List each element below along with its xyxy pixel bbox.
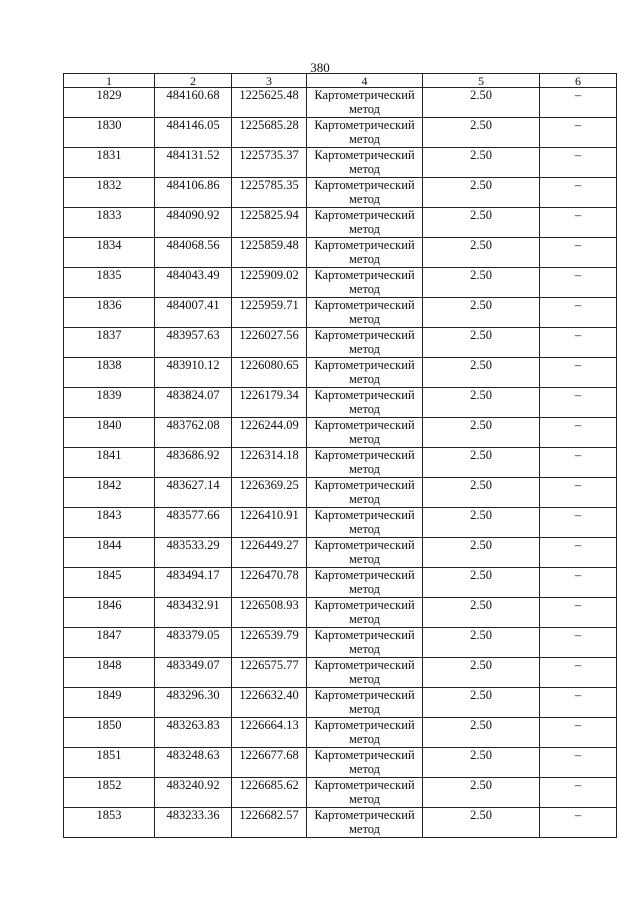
method-cell: Картометрический метод bbox=[307, 568, 423, 598]
table-row bbox=[64, 568, 617, 598]
note-cell: – bbox=[540, 598, 617, 628]
accuracy-cell: 2.50 bbox=[423, 478, 540, 508]
accuracy-cell: 2.50 bbox=[423, 388, 540, 418]
table-row bbox=[64, 268, 617, 298]
point-number-cell: 1836 bbox=[64, 298, 155, 328]
x-coordinate-cell: 483627.14 bbox=[155, 478, 232, 508]
method-cell: Картометрический метод bbox=[307, 268, 423, 298]
table-row bbox=[64, 418, 617, 448]
page-number: 380 bbox=[310, 60, 330, 75]
x-coordinate-cell: 483248.63 bbox=[155, 748, 232, 778]
table-row bbox=[64, 88, 617, 118]
coordinates-table bbox=[63, 73, 617, 838]
method-cell: Картометрический метод bbox=[307, 88, 423, 118]
point-number-cell: 1852 bbox=[64, 778, 155, 808]
method-cell: Картометрический метод bbox=[307, 448, 423, 478]
y-coordinate-cell: 1226575.77 bbox=[232, 658, 307, 688]
point-number-cell: 1829 bbox=[64, 88, 155, 118]
y-coordinate-cell: 1226244.09 bbox=[232, 418, 307, 448]
table-row bbox=[64, 778, 617, 808]
note-cell: – bbox=[540, 88, 617, 118]
accuracy-cell: 2.50 bbox=[423, 298, 540, 328]
table-row bbox=[64, 658, 617, 688]
y-coordinate-cell: 1225859.48 bbox=[232, 238, 307, 268]
y-coordinate-cell: 1226410.91 bbox=[232, 508, 307, 538]
point-number-cell: 1831 bbox=[64, 148, 155, 178]
y-coordinate-cell: 1225625.48 bbox=[232, 88, 307, 118]
table-body bbox=[64, 88, 617, 838]
note-cell: – bbox=[540, 178, 617, 208]
point-number-cell: 1834 bbox=[64, 238, 155, 268]
y-coordinate-cell: 1226027.56 bbox=[232, 328, 307, 358]
method-cell: Картометрический метод bbox=[307, 148, 423, 178]
table-row bbox=[64, 328, 617, 358]
point-number-cell: 1844 bbox=[64, 538, 155, 568]
point-number-cell: 1841 bbox=[64, 448, 155, 478]
method-cell: Картометрический метод bbox=[307, 748, 423, 778]
accuracy-cell: 2.50 bbox=[423, 418, 540, 448]
table-row bbox=[64, 718, 617, 748]
accuracy-cell: 2.50 bbox=[423, 808, 540, 838]
table-row bbox=[64, 478, 617, 508]
method-cell: Картометрический метод bbox=[307, 688, 423, 718]
column-header: 2 bbox=[155, 74, 232, 88]
accuracy-cell: 2.50 bbox=[423, 238, 540, 268]
x-coordinate-cell: 484090.92 bbox=[155, 208, 232, 238]
method-cell: Картометрический метод bbox=[307, 208, 423, 238]
x-coordinate-cell: 483957.63 bbox=[155, 328, 232, 358]
x-coordinate-cell: 483379.05 bbox=[155, 628, 232, 658]
accuracy-cell: 2.50 bbox=[423, 778, 540, 808]
y-coordinate-cell: 1226080.65 bbox=[232, 358, 307, 388]
point-number-cell: 1840 bbox=[64, 418, 155, 448]
point-number-cell: 1839 bbox=[64, 388, 155, 418]
note-cell: – bbox=[540, 268, 617, 298]
accuracy-cell: 2.50 bbox=[423, 358, 540, 388]
table-row bbox=[64, 298, 617, 328]
table-row bbox=[64, 448, 617, 478]
method-cell: Картометрический метод bbox=[307, 598, 423, 628]
point-number-cell: 1838 bbox=[64, 358, 155, 388]
point-number-cell: 1837 bbox=[64, 328, 155, 358]
x-coordinate-cell: 483577.66 bbox=[155, 508, 232, 538]
method-cell: Картометрический метод bbox=[307, 508, 423, 538]
x-coordinate-cell: 483296.30 bbox=[155, 688, 232, 718]
table-row bbox=[64, 808, 617, 838]
note-cell: – bbox=[540, 118, 617, 148]
x-coordinate-cell: 484068.56 bbox=[155, 238, 232, 268]
table-row bbox=[64, 238, 617, 268]
x-coordinate-cell: 483533.29 bbox=[155, 538, 232, 568]
y-coordinate-cell: 1225909.02 bbox=[232, 268, 307, 298]
y-coordinate-cell: 1226539.79 bbox=[232, 628, 307, 658]
accuracy-cell: 2.50 bbox=[423, 628, 540, 658]
accuracy-cell: 2.50 bbox=[423, 328, 540, 358]
table-row bbox=[64, 748, 617, 778]
accuracy-cell: 2.50 bbox=[423, 658, 540, 688]
note-cell: – bbox=[540, 808, 617, 838]
x-coordinate-cell: 483910.12 bbox=[155, 358, 232, 388]
y-coordinate-cell: 1226632.40 bbox=[232, 688, 307, 718]
note-cell: – bbox=[540, 538, 617, 568]
x-coordinate-cell: 484146.05 bbox=[155, 118, 232, 148]
method-cell: Картометрический метод bbox=[307, 178, 423, 208]
method-cell: Картометрический метод bbox=[307, 238, 423, 268]
table-row bbox=[64, 508, 617, 538]
method-cell: Картометрический метод bbox=[307, 808, 423, 838]
accuracy-cell: 2.50 bbox=[423, 688, 540, 718]
accuracy-cell: 2.50 bbox=[423, 208, 540, 238]
y-coordinate-cell: 1226179.34 bbox=[232, 388, 307, 418]
x-coordinate-cell: 483762.08 bbox=[155, 418, 232, 448]
y-coordinate-cell: 1225785.35 bbox=[232, 178, 307, 208]
y-coordinate-cell: 1226508.93 bbox=[232, 598, 307, 628]
point-number-cell: 1845 bbox=[64, 568, 155, 598]
point-number-cell: 1846 bbox=[64, 598, 155, 628]
note-cell: – bbox=[540, 358, 617, 388]
note-cell: – bbox=[540, 298, 617, 328]
point-number-cell: 1835 bbox=[64, 268, 155, 298]
note-cell: – bbox=[540, 208, 617, 238]
table-row bbox=[64, 628, 617, 658]
y-coordinate-cell: 1226682.57 bbox=[232, 808, 307, 838]
table-row bbox=[64, 208, 617, 238]
x-coordinate-cell: 484131.52 bbox=[155, 148, 232, 178]
method-cell: Картометрический метод bbox=[307, 388, 423, 418]
x-coordinate-cell: 484007.41 bbox=[155, 298, 232, 328]
table-row bbox=[64, 148, 617, 178]
accuracy-cell: 2.50 bbox=[423, 598, 540, 628]
accuracy-cell: 2.50 bbox=[423, 748, 540, 778]
column-header: 1 bbox=[64, 74, 155, 88]
note-cell: – bbox=[540, 388, 617, 418]
x-coordinate-cell: 484043.49 bbox=[155, 268, 232, 298]
column-header: 4 bbox=[307, 74, 423, 88]
note-cell: – bbox=[540, 448, 617, 478]
point-number-cell: 1849 bbox=[64, 688, 155, 718]
x-coordinate-cell: 483240.92 bbox=[155, 778, 232, 808]
note-cell: – bbox=[540, 628, 617, 658]
x-coordinate-cell: 483233.36 bbox=[155, 808, 232, 838]
table-row bbox=[64, 178, 617, 208]
y-coordinate-cell: 1226369.25 bbox=[232, 478, 307, 508]
note-cell: – bbox=[540, 778, 617, 808]
method-cell: Картометрический метод bbox=[307, 538, 423, 568]
column-header: 5 bbox=[423, 74, 540, 88]
note-cell: – bbox=[540, 328, 617, 358]
accuracy-cell: 2.50 bbox=[423, 118, 540, 148]
method-cell: Картометрический метод bbox=[307, 328, 423, 358]
accuracy-cell: 2.50 bbox=[423, 448, 540, 478]
method-cell: Картометрический метод bbox=[307, 118, 423, 148]
x-coordinate-cell: 483494.17 bbox=[155, 568, 232, 598]
y-coordinate-cell: 1226314.18 bbox=[232, 448, 307, 478]
point-number-cell: 1847 bbox=[64, 628, 155, 658]
x-coordinate-cell: 483824.07 bbox=[155, 388, 232, 418]
note-cell: – bbox=[540, 418, 617, 448]
y-coordinate-cell: 1226685.62 bbox=[232, 778, 307, 808]
accuracy-cell: 2.50 bbox=[423, 538, 540, 568]
method-cell: Картометрический метод bbox=[307, 658, 423, 688]
point-number-cell: 1832 bbox=[64, 178, 155, 208]
y-coordinate-cell: 1225959.71 bbox=[232, 298, 307, 328]
y-coordinate-cell: 1226449.27 bbox=[232, 538, 307, 568]
y-coordinate-cell: 1226677.68 bbox=[232, 748, 307, 778]
y-coordinate-cell: 1225735.37 bbox=[232, 148, 307, 178]
method-cell: Картометрический метод bbox=[307, 358, 423, 388]
note-cell: – bbox=[540, 718, 617, 748]
accuracy-cell: 2.50 bbox=[423, 718, 540, 748]
x-coordinate-cell: 483349.07 bbox=[155, 658, 232, 688]
column-header: 6 bbox=[540, 74, 617, 88]
y-coordinate-cell: 1225825.94 bbox=[232, 208, 307, 238]
table-row bbox=[64, 358, 617, 388]
table-row bbox=[64, 388, 617, 418]
note-cell: – bbox=[540, 508, 617, 538]
method-cell: Картометрический метод bbox=[307, 478, 423, 508]
y-coordinate-cell: 1226470.78 bbox=[232, 568, 307, 598]
x-coordinate-cell: 483432.91 bbox=[155, 598, 232, 628]
table-row bbox=[64, 688, 617, 718]
method-cell: Картометрический метод bbox=[307, 778, 423, 808]
accuracy-cell: 2.50 bbox=[423, 568, 540, 598]
point-number-cell: 1843 bbox=[64, 508, 155, 538]
method-cell: Картометрический метод bbox=[307, 418, 423, 448]
note-cell: – bbox=[540, 568, 617, 598]
x-coordinate-cell: 483686.92 bbox=[155, 448, 232, 478]
y-coordinate-cell: 1226664.13 bbox=[232, 718, 307, 748]
table-header-row bbox=[64, 74, 617, 88]
table-row bbox=[64, 118, 617, 148]
note-cell: – bbox=[540, 748, 617, 778]
x-coordinate-cell: 484160.68 bbox=[155, 88, 232, 118]
x-coordinate-cell: 484106.86 bbox=[155, 178, 232, 208]
accuracy-cell: 2.50 bbox=[423, 148, 540, 178]
method-cell: Картометрический метод bbox=[307, 298, 423, 328]
note-cell: – bbox=[540, 238, 617, 268]
point-number-cell: 1842 bbox=[64, 478, 155, 508]
table-row bbox=[64, 538, 617, 568]
point-number-cell: 1830 bbox=[64, 118, 155, 148]
note-cell: – bbox=[540, 658, 617, 688]
point-number-cell: 1833 bbox=[64, 208, 155, 238]
method-cell: Картометрический метод bbox=[307, 718, 423, 748]
point-number-cell: 1851 bbox=[64, 748, 155, 778]
x-coordinate-cell: 483263.83 bbox=[155, 718, 232, 748]
column-header: 3 bbox=[232, 74, 307, 88]
note-cell: – bbox=[540, 688, 617, 718]
accuracy-cell: 2.50 bbox=[423, 268, 540, 298]
table-row bbox=[64, 598, 617, 628]
accuracy-cell: 2.50 bbox=[423, 178, 540, 208]
accuracy-cell: 2.50 bbox=[423, 88, 540, 118]
note-cell: – bbox=[540, 478, 617, 508]
point-number-cell: 1853 bbox=[64, 808, 155, 838]
point-number-cell: 1850 bbox=[64, 718, 155, 748]
y-coordinate-cell: 1225685.28 bbox=[232, 118, 307, 148]
method-cell: Картометрический метод bbox=[307, 628, 423, 658]
accuracy-cell: 2.50 bbox=[423, 508, 540, 538]
note-cell: – bbox=[540, 148, 617, 178]
point-number-cell: 1848 bbox=[64, 658, 155, 688]
